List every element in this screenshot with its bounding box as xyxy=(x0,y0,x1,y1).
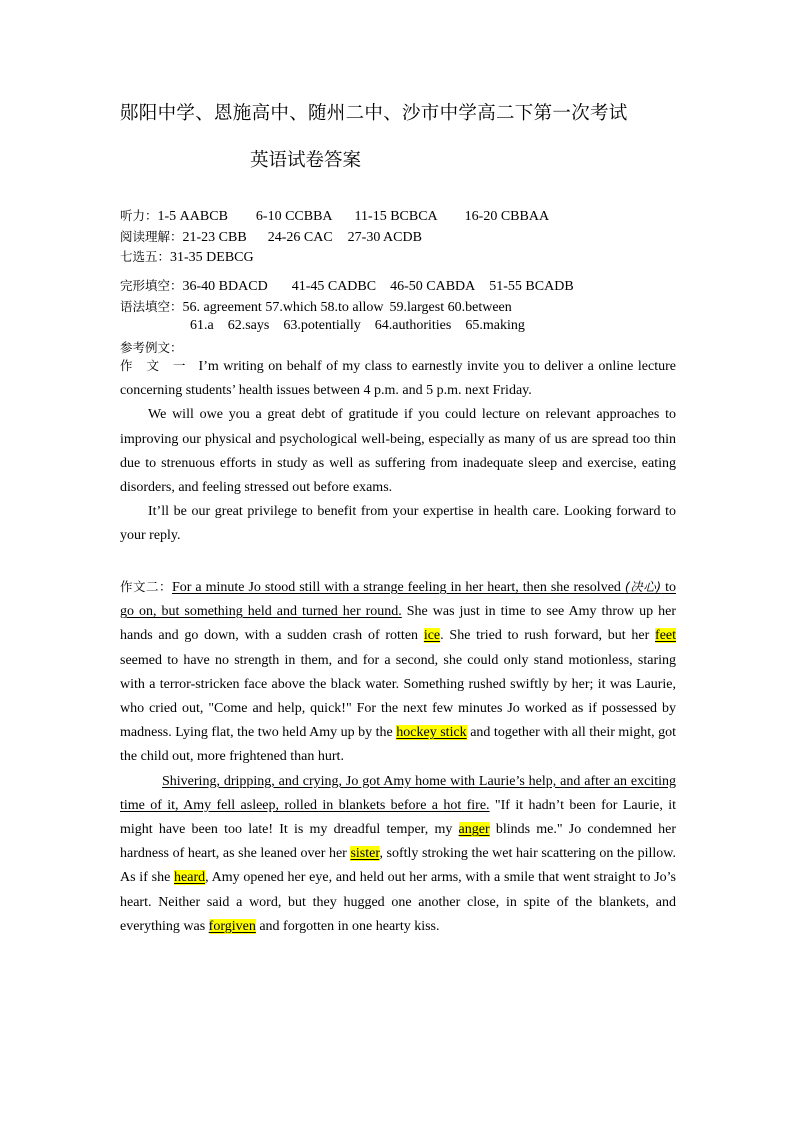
essay-one-paragraph: 作 文 一 I’m writing on behalf of my class to earnestly invite you to deliver a online lecture concerning students’ health issues between 4 p.m. and 5 p.m. next Friday. xyxy=(120,358,676,399)
highlighted-word: ice xyxy=(423,628,441,644)
listening-label: 听力： xyxy=(120,208,158,223)
grammar-answer: 60.between xyxy=(447,300,512,315)
grammar-answer: 59.largest xyxy=(389,300,445,315)
seven-answer: 31-35 DEBCG xyxy=(170,250,254,265)
highlighted-word: heard xyxy=(174,870,206,886)
given-opening-sentence: For a minute Jo stood still with a strange feeling in her heart, then she resolved (决心) to go on, but something held and turned her round. xyxy=(120,579,676,620)
grammar-answer: 65.making xyxy=(465,318,525,333)
grammar-answer: 62.says xyxy=(227,318,270,333)
seven-label: 七选五： xyxy=(120,249,171,264)
answers-cloze xyxy=(120,276,574,295)
essay-one-paragraph: We will owe you a great debt of gratitude if you could lecture on relevant approaches to improving our physical and psychological well-being, especially as many of us are spread too thin due to strenuous efforts in study as well as suffering from inadequate sleep and exercise, eating disorders, and feeling stressed out before exams. xyxy=(120,407,676,496)
grammar-answer: 63.potentially xyxy=(283,318,361,333)
listening-answer: 16-20 CBBAA xyxy=(464,209,550,224)
essay-one-paragraph: It’ll be our great privilege to benefit from your expertise in health care. Looking forward to your reply. xyxy=(120,504,676,544)
highlighted-word: feet xyxy=(655,628,677,644)
cloze-answer: 36-40 BDACD xyxy=(182,279,268,294)
answers-reading xyxy=(120,227,422,246)
highlighted-word: sister xyxy=(350,846,380,862)
reading-answer: 24-26 CAC xyxy=(267,230,333,245)
grammar-answer: 57.which xyxy=(265,300,318,315)
reading-answer: 21-23 CBB xyxy=(182,230,247,245)
answers-listening xyxy=(120,206,549,225)
reading-answer: 27-30 ACDB xyxy=(347,230,422,245)
listening-answer: 11-15 BCBCA xyxy=(354,209,438,224)
answers-seven-choose-five xyxy=(120,247,254,266)
cloze-answer: 41-45 CADBC xyxy=(291,279,377,294)
cloze-label: 完形填空： xyxy=(120,278,183,293)
answers-grammar-row1 xyxy=(120,297,512,316)
given-opening-sentence: Shivering, dripping, and crying, Jo got Amy home with Laurie’s help, and after an exciting time of it, Amy fell asleep, rolled in blankets before a hot fire. xyxy=(120,773,676,813)
highlighted-word: anger xyxy=(458,822,490,838)
essay-two-paragraph: Shivering, dripping, and crying, Jo got Amy home with Laurie’s help, and after an exciting time of it, Amy fell asleep, rolled in blankets before a hot fire. "If it hadn’t been for Laurie, it might have been too late! It is my dreadful temper, my anger blinds me." Jo condemned her hardness of heart, as she leaned over her sister, softly stroking the wet hair scattering on the pillow. As if she heard, Amy opened her eye, and held out her arms, with a smile that went straight to Jo’s heart. Neither said a word, but they hugged one another close, in spite of the blankets, and everything was forgiven and forgotten in one hearty kiss. xyxy=(120,773,676,934)
listening-answer: 6-10 CCBBA xyxy=(255,209,333,224)
answers-grammar-row2 xyxy=(190,318,525,334)
sample-essay-label: 参考例文： xyxy=(120,340,183,355)
grammar-answer: 58.to allow xyxy=(320,300,384,315)
essay-two-label: 作文二： xyxy=(120,579,172,594)
grammar-label: 语法填空： xyxy=(120,299,183,314)
annotation-note: (决心) xyxy=(624,579,662,594)
highlighted-word: hockey stick xyxy=(396,725,467,741)
grammar-answer: 56. agreement xyxy=(182,300,262,315)
reading-label: 阅读理解： xyxy=(120,229,183,244)
page-subtitle: 英语试卷答案 xyxy=(250,150,362,171)
grammar-answer: 64.authorities xyxy=(374,318,452,333)
cloze-answer: 51-55 BCADB xyxy=(489,279,574,294)
highlighted-word: forgiven xyxy=(208,918,256,934)
cloze-answer: 46-50 CABDA xyxy=(390,279,476,294)
essay-two-paragraph: 作文二：For a minute Jo stood still with a strange feeling in her heart, then she resolved (决心) to go on, but something held and turned her round. She was just in time to see Amy throw up her hands and go down, with a sudden crash of rotten ice. She tried to rush forward, but her feet seemed to have no strength in them, and for a second, she could only stand motionless, staring with a terror-stricken face above the black water. Something rushed swiftly by her; it was Laurie, who cried out, "Come and help, quick!" For the next few minutes Jo worked as if possessed by madness. Lying flat, the two held Amy up by the hockey stick and together with all their might, got the child out, more frightened than hurt. xyxy=(120,579,677,765)
essay-two xyxy=(120,575,676,939)
page-title: 郧阳中学、恩施高中、随州二中、沙市中学高二下第一次考试 xyxy=(120,103,628,124)
listening-answer: 1-5 AABCB xyxy=(157,209,228,224)
essay-one-label: 作 文 一 xyxy=(120,358,187,373)
grammar-answer: 61.a xyxy=(190,318,214,333)
essay-one xyxy=(120,354,676,549)
